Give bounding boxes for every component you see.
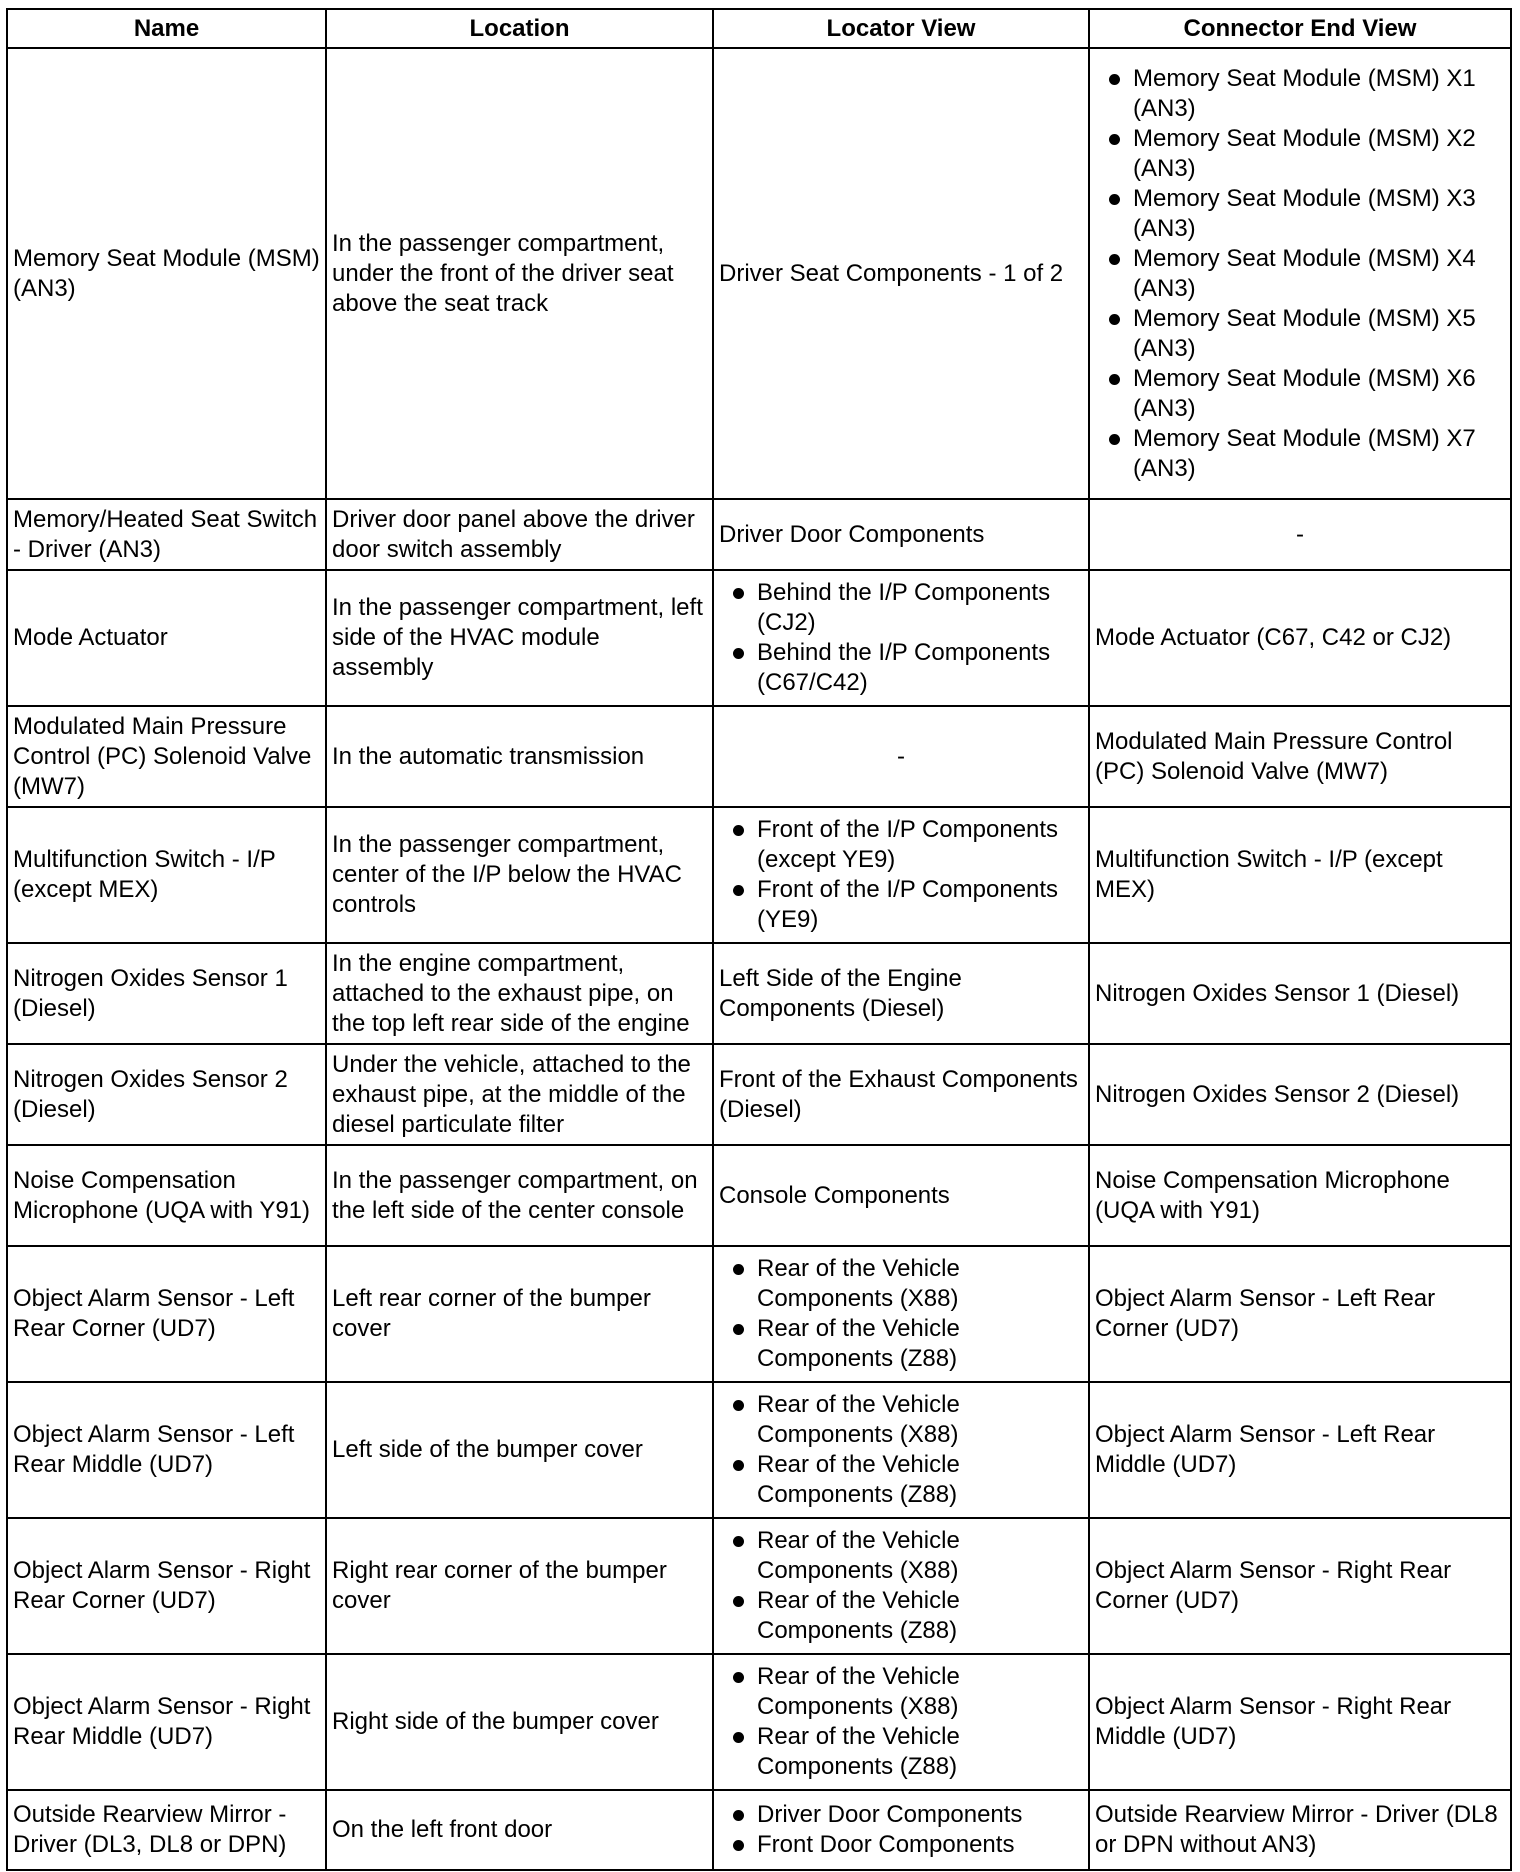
bullet-item: Rear of the Vehicle Components (X88) <box>719 1526 1083 1586</box>
cell-location: In the passenger compartment, center of the I/P below the HVAC controls <box>326 807 713 943</box>
table-row <box>7 499 1511 570</box>
cell-locator-view <box>713 1790 1089 1870</box>
cell-name: Object Alarm Sensor - Left Rear Corner (UD7) <box>7 1246 326 1382</box>
component-locator-table <box>6 8 1512 1871</box>
table-row <box>7 48 1511 499</box>
cell-location: In the passenger compartment, under the front of the driver seat above the seat track <box>326 48 713 499</box>
bullet-item: Rear of the Vehicle Components (Z88) <box>719 1722 1083 1782</box>
cell-name: Object Alarm Sensor - Right Rear Corner (UD7) <box>7 1518 326 1654</box>
cell-locator-view <box>713 1382 1089 1518</box>
bullet-item: Memory Seat Module (MSM) X1 (AN3) <box>1095 64 1505 124</box>
table-row <box>7 1145 1511 1246</box>
cell-location: Under the vehicle, attached to the exhaust pipe, at the middle of the diesel particulate filter <box>326 1044 713 1145</box>
bullet-item: Memory Seat Module (MSM) X4 (AN3) <box>1095 244 1505 304</box>
cell-name: Outside Rearview Mirror - Driver (DL3, DL8 or DPN) <box>7 1790 326 1870</box>
cell-name: Object Alarm Sensor - Right Rear Middle (UD7) <box>7 1654 326 1790</box>
cell-name: Memory Seat Module (MSM) (AN3) <box>7 48 326 499</box>
table-row <box>7 1518 1511 1654</box>
header-connector-end-view: Connector End View <box>1089 9 1511 48</box>
bullet-item: Rear of the Vehicle Components (Z88) <box>719 1450 1083 1510</box>
table-row <box>7 807 1511 943</box>
cell-name: Noise Compensation Microphone (UQA with Y91) <box>7 1145 326 1246</box>
cell-connector-end-view: Object Alarm Sensor - Right Rear Corner (UD7) <box>1089 1518 1511 1654</box>
cell-location: In the passenger compartment, on the left side of the center console <box>326 1145 713 1246</box>
bullet-item: Behind the I/P Components (C67/C42) <box>719 638 1083 698</box>
table-row <box>7 706 1511 807</box>
header-location: Location <box>326 9 713 48</box>
bullet-item: Rear of the Vehicle Components (Z88) <box>719 1314 1083 1374</box>
bullet-item: Memory Seat Module (MSM) X7 (AN3) <box>1095 424 1505 484</box>
bullet-item: Rear of the Vehicle Components (X88) <box>719 1254 1083 1314</box>
table-row <box>7 1044 1511 1145</box>
cell-location: Left rear corner of the bumper cover <box>326 1246 713 1382</box>
cell-connector-end-view: Noise Compensation Microphone (UQA with Y91) <box>1089 1145 1511 1246</box>
cell-connector-end-view <box>1089 48 1511 499</box>
cell-locator-view <box>713 1654 1089 1790</box>
bullet-item: Memory Seat Module (MSM) X2 (AN3) <box>1095 124 1505 184</box>
cell-locator-view <box>713 1246 1089 1382</box>
table-row <box>7 1790 1511 1870</box>
cell-locator-view: Driver Seat Components - 1 of 2 <box>713 48 1089 499</box>
bullet-list <box>719 1390 1083 1510</box>
cell-connector-end-view: Object Alarm Sensor - Right Rear Middle (UD7) <box>1089 1654 1511 1790</box>
cell-locator-view: Left Side of the Engine Components (Diesel) <box>713 943 1089 1044</box>
cell-name: Nitrogen Oxides Sensor 1 (Diesel) <box>7 943 326 1044</box>
cell-location: Left side of the bumper cover <box>326 1382 713 1518</box>
cell-connector-end-view: Nitrogen Oxides Sensor 1 (Diesel) <box>1089 943 1511 1044</box>
bullet-item: Rear of the Vehicle Components (X88) <box>719 1390 1083 1450</box>
header-row <box>7 9 1511 48</box>
bullet-list <box>719 1662 1083 1782</box>
cell-connector-end-view: Nitrogen Oxides Sensor 2 (Diesel) <box>1089 1044 1511 1145</box>
bullet-item: Front Door Components <box>719 1830 1083 1860</box>
bullet-item: Front of the I/P Components (YE9) <box>719 875 1083 935</box>
table-body <box>7 48 1511 1870</box>
table-row <box>7 1654 1511 1790</box>
cell-locator-view <box>713 807 1089 943</box>
bullet-item: Memory Seat Module (MSM) X5 (AN3) <box>1095 304 1505 364</box>
cell-name: Mode Actuator <box>7 570 326 706</box>
cell-locator-view: Console Components <box>713 1145 1089 1246</box>
bullet-list <box>719 815 1083 935</box>
cell-connector-end-view: Object Alarm Sensor - Left Rear Corner (UD7) <box>1089 1246 1511 1382</box>
table-row <box>7 570 1511 706</box>
cell-locator-view: Driver Door Components <box>713 499 1089 570</box>
bullet-list <box>719 1800 1083 1860</box>
bullet-list <box>719 1254 1083 1374</box>
cell-connector-end-view: Mode Actuator (C67, C42 or CJ2) <box>1089 570 1511 706</box>
bullet-item: Behind the I/P Components (CJ2) <box>719 578 1083 638</box>
bullet-list <box>719 578 1083 698</box>
cell-name: Multifunction Switch - I/P (except MEX) <box>7 807 326 943</box>
cell-locator-view <box>713 570 1089 706</box>
bullet-item: Front of the I/P Components (except YE9) <box>719 815 1083 875</box>
bullet-item: Rear of the Vehicle Components (X88) <box>719 1662 1083 1722</box>
bullet-item: Memory Seat Module (MSM) X6 (AN3) <box>1095 364 1505 424</box>
table-row <box>7 1382 1511 1518</box>
cell-locator-view: - <box>713 706 1089 807</box>
cell-locator-view: Front of the Exhaust Components (Diesel) <box>713 1044 1089 1145</box>
cell-location: In the engine compartment, attached to the exhaust pipe, on the top left rear side of the engine <box>326 943 713 1044</box>
bullet-list <box>1095 64 1505 484</box>
cell-connector-end-view: Multifunction Switch - I/P (except MEX) <box>1089 807 1511 943</box>
cell-location: In the automatic transmission <box>326 706 713 807</box>
cell-location: Driver door panel above the driver door switch assembly <box>326 499 713 570</box>
cell-name: Memory/Heated Seat Switch - Driver (AN3) <box>7 499 326 570</box>
cell-location: On the left front door <box>326 1790 713 1870</box>
cell-location: Right rear corner of the bumper cover <box>326 1518 713 1654</box>
cell-connector-end-view: Modulated Main Pressure Control (PC) Solenoid Valve (MW7) <box>1089 706 1511 807</box>
cell-name: Nitrogen Oxides Sensor 2 (Diesel) <box>7 1044 326 1145</box>
bullet-item: Memory Seat Module (MSM) X3 (AN3) <box>1095 184 1505 244</box>
cell-name: Modulated Main Pressure Control (PC) Solenoid Valve (MW7) <box>7 706 326 807</box>
cell-connector-end-view: Object Alarm Sensor - Left Rear Middle (UD7) <box>1089 1382 1511 1518</box>
table-row <box>7 943 1511 1044</box>
cell-location: Right side of the bumper cover <box>326 1654 713 1790</box>
cell-name: Object Alarm Sensor - Left Rear Middle (UD7) <box>7 1382 326 1518</box>
cell-location: In the passenger compartment, left side of the HVAC module assembly <box>326 570 713 706</box>
header-locator-view: Locator View <box>713 9 1089 48</box>
header-name: Name <box>7 9 326 48</box>
cell-connector-end-view: Outside Rearview Mirror - Driver (DL8 or DPN without AN3) <box>1089 1790 1511 1870</box>
bullet-list <box>719 1526 1083 1646</box>
cell-locator-view <box>713 1518 1089 1654</box>
bullet-item: Rear of the Vehicle Components (Z88) <box>719 1586 1083 1646</box>
table-row <box>7 1246 1511 1382</box>
bullet-item: Driver Door Components <box>719 1800 1083 1830</box>
cell-connector-end-view: - <box>1089 499 1511 570</box>
